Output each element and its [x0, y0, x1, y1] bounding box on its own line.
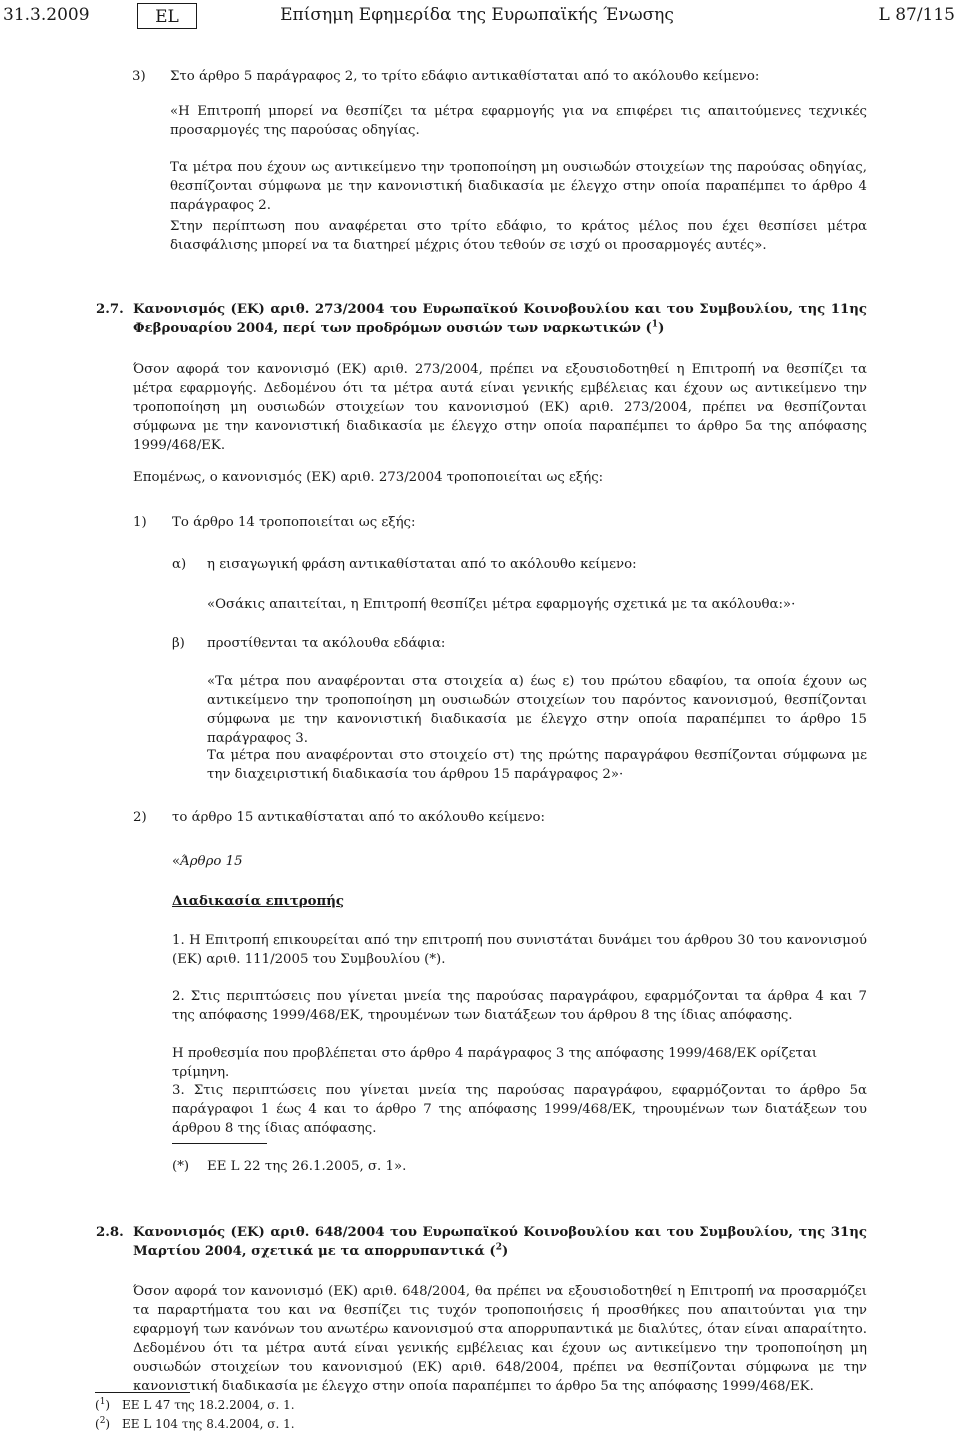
section-title-text: Κανονισμός (ΕΚ) αριθ. 273/2004 του Ευρωπαϊκού Κοινοβουλίου και του Συμβουλίου, της 11ης Φεβρουαρίου 2004, περί των προδρόμων ουσιών των ναρκωτικών [133, 302, 867, 336]
article-paragraph: 3. Στις περιπτώσεις που γίνεται μνεία της παρούσας παραγράφου, εφαρμόζονται το άρθρο 5α παράγραφοι 1 έως 4 και το άρθρο 7 της απόφασης 1999/468/ΕΚ, τηρουμένων των διατάξεων του άρθρου 8 της ίδιας απόφασης. [172, 1083, 867, 1136]
footnote-ref: 2 [495, 1242, 502, 1253]
section-body: Όσον αφορά τον κανονισμό (ΕΚ) αριθ. 648/2004, θα πρέπει να εξουσιοδοτηθεί η Επιτροπή να προσαρμόζει τα παραρτήματα του και να θεσπίζει τις τυχόν τροποποιήσεις ή προσθήκες που απαιτούνται για την εφαρμογή των κανόνων του ανωτέρω κανονισμού στα απορρυπαντικά με διαλύτες, όταν είναι απαραίτητο. Δεδομένου ότι τα μέτρα αυτά είναι γενικής εμβέλειας και έχουν ως αντικείμενο την τροποποίηση μη ουσιωδών στοιχείων του κανονισμού (ΕΚ) αριθ. 648/2004, πρέπει να θεσπίζονται σύμφωνα με την κανονιστική διαδικασία με έλεγχο στην οποία παραπέμπει το άρθρο 5α της απόφασης 1999/468/ΕΚ. [133, 1284, 867, 1394]
footnote-ref: 1 [651, 319, 659, 330]
item-number: 2) [133, 810, 147, 825]
footnote: ($^1$) [95, 1397, 111, 1412]
quote-paragraph: Τα μέτρα που αναφέρονται στο στοιχείο στ) της πρώτης παραγράφου θεσπίζονται σύμφωνα με την διαχειριστική διαδικασία του άρθρου 15 παράγραφος 2»· [207, 748, 867, 782]
header-date: 31.3.2009 [3, 5, 90, 25]
subitem-text: προστίθενται τα ακόλουθα εδάφια: [207, 636, 446, 651]
article-heading: Διαδικασία επιτροπής [172, 894, 344, 909]
footnote-mark: (*) [172, 1159, 190, 1174]
item-text: Στο άρθρο 5 παράγραφος 2, το τρίτο εδάφιο αντικαθίσταται από το ακόλουθο κείμενο: [170, 69, 760, 84]
subitem-letter: β) [172, 636, 185, 651]
item-text: Το άρθρο 14 τροποποιείται ως εξής: [172, 515, 416, 530]
item-number: 3) [132, 69, 146, 84]
amendment-intro: Επομένως, ο κανονισμός (ΕΚ) αριθ. 273/2004 τροποποιείται ως εξής: [133, 470, 604, 485]
footnote-text: ΕΕ L 47 της 18.2.2004, σ. 1. [122, 1398, 295, 1412]
subitem-letter: α) [172, 557, 187, 572]
footnote-separator [95, 1392, 190, 1393]
footnote-text: ΕΕ L 22 της 26.1.2005, σ. 1». [207, 1159, 407, 1174]
quote-paragraph: «Οσάκις απαιτείται, η Επιτροπή θεσπίζει μέτρα εφαρμογής σχετικά με τα ακόλουθα:»· [207, 597, 796, 612]
quote-paragraph: «Τα μέτρα που αναφέρονται στα στοιχεία α) έως ε) του πρώτου εδαφίου, τα οποία έχουν ως αντικείμενο την τροποποίηση μη ουσιωδών στοιχείων του παρόντος κανονισμού, θεσπίζονται σύμφωνα με την κανονιστική διαδικασία με έλεγχο στην οποία παραπέμπει το άρθρο 15 παράγραφος 3. [207, 674, 867, 746]
article-title [172, 852, 243, 871]
section-title: Κανονισμός (ΕΚ) αριθ. 273/2004 του Ευρωπαϊκού Κοινοβουλίου και του Συμβουλίου, της 11ης Φεβρουαρίου 2004, περί των προδρόμων ουσιών των ναρκωτικών ($^1$) [133, 302, 867, 336]
footnote-separator [172, 1143, 267, 1144]
quote-paragraph: Τα μέτρα που έχουν ως αντικείμενο την τροποποίηση μη ουσιωδών στοιχείων της παρούσας οδηγίας, θεσπίζονται σύμφωνα με την κανονιστική διαδικασία με έλεγχο στην οποία παραπέμπει το άρθρο 4 παράγραφος 2. [170, 160, 867, 213]
footnote-number: 2 [99, 1416, 106, 1426]
page-header [0, 0, 960, 34]
section-title-text: Κανονισμός (ΕΚ) αριθ. 648/2004 του Ευρωπαϊκού Κοινοβουλίου και του Συμβουλίου, της 31ης Μαρτίου 2004, σχετικά με τα απορρυπαντικά [133, 1225, 867, 1259]
quote-paragraph: Στην περίπτωση που αναφέρεται στο τρίτο εδάφιο, το κράτος μέλος που έχει θεσπίσει μέτρα διασφάλισης μπορεί να τα διατηρεί μέχρις ότου τεθούν σε ισχύ οι προσαρμογές αυτές». [170, 219, 867, 253]
header-page-number: L 87/115 [878, 5, 955, 25]
article-title-text: Άρθρο 15 [180, 854, 243, 869]
quote-mark: « [172, 854, 181, 869]
header-language-box: EL [137, 3, 197, 29]
quote-paragraph: «Η Επιτροπή μπορεί να θεσπίζει τα μέτρα εφαρμογής για να επιφέρει τις απαιτούμενες τεχνικές προσαρμογές της παρούσας οδηγίας. [170, 104, 867, 138]
article-paragraph: Η προθεσμία που προβλέπεται στο άρθρο 4 παράγραφος 3 της απόφασης 1999/468/ΕΚ ορίζεται τρίμηνη. [172, 1046, 818, 1080]
article-paragraph: 1. Η Επιτροπή επικουρείται από την επιτροπή που συνιστάται δυνάμει του άρθρου 30 του κανονισμού (ΕΚ) αριθ. 111/2005 του Συμβουλίου (*). [172, 933, 867, 967]
footnote: ($^2$) [95, 1416, 111, 1431]
item-number: 1) [133, 515, 147, 530]
article-paragraph: 2. Στις περιπτώσεις που γίνεται μνεία της παρούσας παραγράφου, εφαρμόζονται τα άρθρα 4 και 7 της απόφασης 1999/468/ΕΚ, τηρουμένων των διατάξεων του άρθρου 8 της ίδιας απόφασης. [172, 989, 867, 1023]
footnote-text: ΕΕ L 104 της 8.4.2004, σ. 1. [122, 1417, 295, 1431]
section-body: Όσον αφορά τον κανονισμό (ΕΚ) αριθ. 273/2004, πρέπει να εξουσιοδοτηθεί η Επιτροπή να θεσπίζει τα μέτρα εφαρμογής. Δεδομένου ότι τα μέτρα αυτά είναι γενικής εμβέλειας και έχουν ως αντικείμενο την τροποποίηση μη ουσιωδών στοιχείων του κανονισμού (ΕΚ) αριθ. 273/2004, πρέπει να θεσπίζονται σύμφωνα με την κανονιστική διαδικασία με έλεγχο στην οποία παραπέμπει το άρθρο 5α της απόφασης 1999/468/ΕΚ. [133, 362, 867, 453]
subitem-text: η εισαγωγική φράση αντικαθίσταται από το ακόλουθο κείμενο: [207, 557, 637, 572]
section-title: Κανονισμός (ΕΚ) αριθ. 648/2004 του Ευρωπαϊκού Κοινοβουλίου και του Συμβουλίου, της 31ης Μαρτίου 2004, σχετικά με τα απορρυπαντικά ($^2$) [133, 1225, 867, 1259]
footnote-number: 1 [99, 1397, 106, 1407]
section-number: 2.7. [96, 302, 124, 317]
section-number: 2.8. [96, 1225, 124, 1240]
header-journal-title: Επίσημη Εφημερίδα της Ευρωπαϊκής Ένωσης [280, 5, 674, 25]
item-text: το άρθρο 15 αντικαθίσταται από το ακόλουθο κείμενο: [172, 810, 546, 825]
